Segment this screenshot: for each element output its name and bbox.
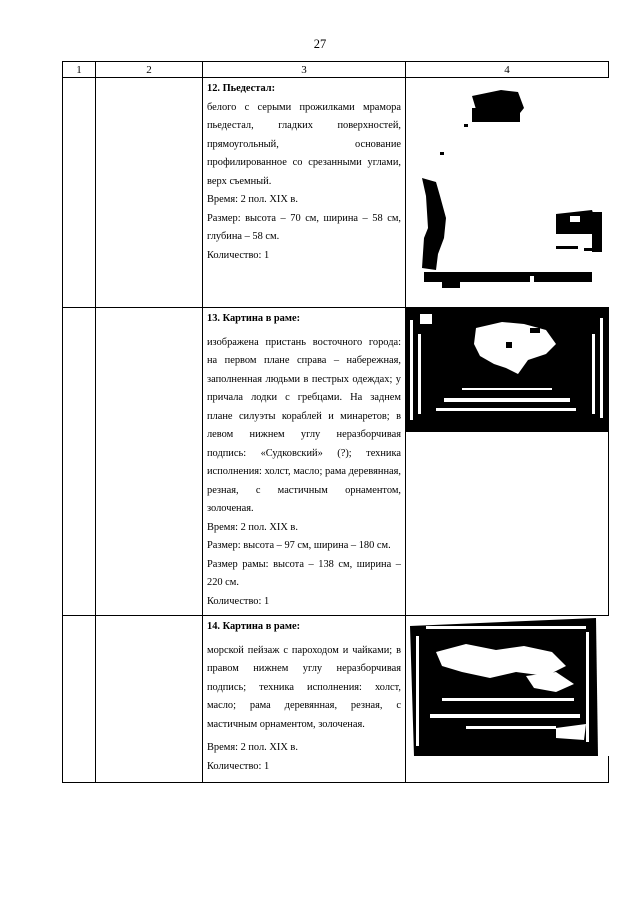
- cell-number: [63, 78, 96, 308]
- seascape-painting-photo: [406, 616, 609, 756]
- table-row: [63, 78, 609, 308]
- page-number: 27: [313, 37, 327, 51]
- item-title: 14. Картина в раме:: [207, 621, 301, 632]
- cell-number: [63, 308, 96, 616]
- item-photo-cell: [406, 308, 609, 616]
- item-photo-cell: [406, 78, 609, 308]
- item-time: Время: 2 пол. XIX в.: [207, 742, 298, 753]
- item-title: 13. Картина в раме:: [207, 313, 301, 324]
- item-size: Размер: высота – 97 см, ширина – 180 см.: [207, 540, 391, 551]
- column-header-2: 2: [96, 62, 203, 78]
- cell-empty: [96, 78, 203, 308]
- item-time: Время: 2 пол. XIX в.: [207, 194, 298, 205]
- item-description-cell: [203, 308, 406, 616]
- column-header-1: 1: [63, 62, 96, 78]
- cell-number: [63, 616, 96, 783]
- inventory-table: [62, 61, 609, 783]
- item-quantity: Количество: 1: [207, 760, 270, 772]
- item-description: морской пейзаж с пароходом и чайками; в правом нижнем углу неразборчивая подпись; техника исполнения: холст, масло; рама деревянная, резная, с мастичным орнаментом, золоченая.: [207, 644, 401, 730]
- table-row: [63, 616, 609, 783]
- item-time: Время: 2 пол. XIX в.: [207, 521, 298, 533]
- item-description-cell: [203, 616, 406, 783]
- cell-empty: [96, 616, 203, 783]
- item-size: Размер: высота – 70 см, ширина – 58 см, глубина – 58 см.: [207, 212, 401, 242]
- pedestal-photo: [406, 78, 609, 307]
- item-quantity: Количество: 1: [207, 595, 270, 607]
- table-row: [63, 308, 609, 616]
- table-header-row: [63, 62, 609, 78]
- column-header-4: 4: [406, 62, 609, 78]
- cell-empty: [96, 308, 203, 616]
- harbor-painting-photo: [406, 308, 609, 432]
- item-description: белого с серыми прожилками мрамора пьедестал, гладких поверхностей, прямоугольный, основание профилированное со срезанными углами, верх съемный.: [207, 101, 401, 187]
- item-title: 12. Пьедестал:: [207, 83, 276, 94]
- item-photo-cell: [406, 616, 609, 783]
- item-description-cell: [203, 78, 406, 308]
- item-quantity: Количество: 1: [207, 249, 270, 261]
- item-frame-size: Размер рамы: высота – 138 см, ширина – 220 см.: [207, 558, 401, 588]
- column-header-3: 3: [203, 62, 406, 78]
- item-description: изображена пристань восточного города: на первом плане справа – набережная, заполненная людьми в пестрых одеждах; у причала лодки с гребцами. На заднем плане силуэты кораблей и минаретов; в левом нижнем углу неразборчивая подпись: «Судковский» (?); техника исполнения: холст, масло; рама деревянная, резная, с мастичным орнаментом, золоченая.: [207, 336, 401, 514]
